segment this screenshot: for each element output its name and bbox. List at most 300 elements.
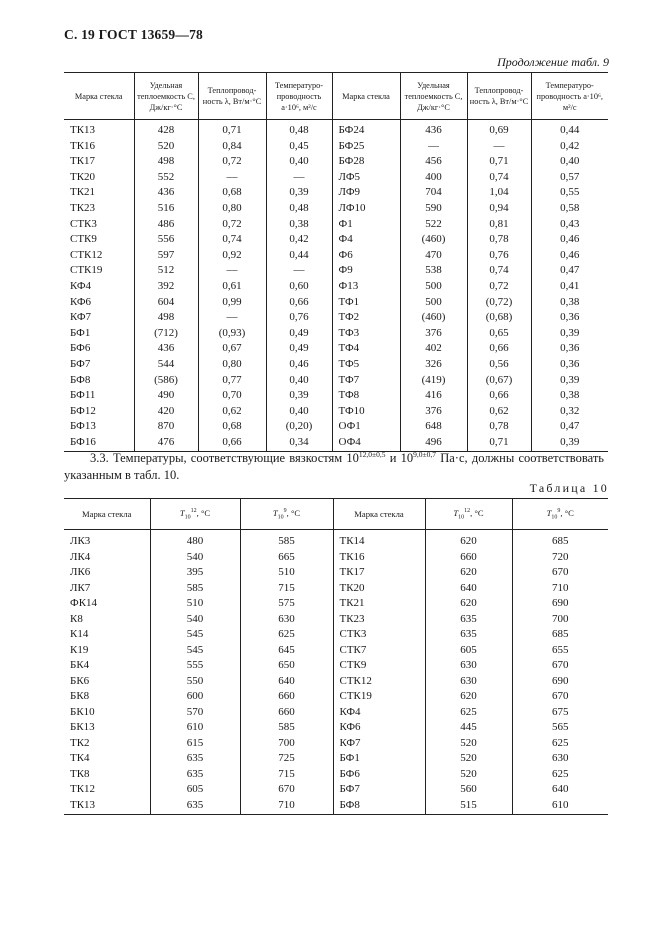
value-cell: 0,66 — [467, 341, 531, 357]
value-cell: 0,57 — [531, 170, 608, 186]
value-cell: 0,45 — [266, 139, 332, 155]
value-cell: 585 — [240, 720, 333, 736]
value-cell: 660 — [425, 550, 512, 566]
glass-mark-cell: ТК14 — [333, 530, 425, 550]
value-cell: 376 — [400, 326, 467, 342]
value-cell: 605 — [425, 643, 512, 659]
value-cell: 625 — [240, 627, 333, 643]
value-cell: 0,47 — [531, 263, 608, 279]
table-row — [64, 705, 608, 721]
glass-mark-cell: БФ7 — [70, 357, 91, 370]
value-cell: 0,74 — [467, 170, 531, 186]
table-row — [64, 627, 608, 643]
value-cell: 556 — [134, 232, 198, 248]
table-row — [64, 170, 608, 186]
value-cell: 540 — [150, 612, 240, 628]
table-continuation-label: Продолжение табл. 9 — [497, 55, 609, 69]
glass-mark-cell: БФ1 — [333, 751, 425, 767]
value-cell: 416 — [400, 388, 467, 404]
value-cell: 620 — [425, 530, 512, 550]
glass-mark-cell: БФ13 — [70, 420, 96, 433]
value-cell: 395 — [150, 565, 240, 581]
value-cell: (460) — [400, 310, 467, 326]
value-cell: 0,72 — [198, 154, 266, 170]
table-row — [64, 232, 608, 248]
value-cell: 544 — [134, 357, 198, 373]
value-cell: 0,40 — [266, 404, 332, 420]
value-cell: 710 — [240, 798, 333, 815]
value-cell: 0,84 — [198, 139, 266, 155]
glass-mark-cell: БК13 — [70, 721, 95, 733]
value-cell: 0,55 — [531, 185, 608, 201]
value-cell: 0,72 — [198, 217, 266, 233]
table-row — [64, 612, 608, 628]
table-9-header-row — [64, 73, 608, 120]
value-cell: 640 — [512, 782, 608, 798]
table-row — [64, 295, 608, 311]
table-row — [64, 388, 608, 404]
table-row — [64, 751, 608, 767]
value-cell: 0,71 — [467, 154, 531, 170]
value-cell: 560 — [425, 782, 512, 798]
value-cell: 0,58 — [531, 201, 608, 217]
glass-mark-cell: ТК21 — [333, 596, 425, 612]
table-10-header-row — [64, 499, 608, 530]
value-cell: 655 — [512, 643, 608, 659]
value-cell: — — [400, 139, 467, 155]
value-cell: 0,67 — [198, 341, 266, 357]
value-cell: 670 — [512, 689, 608, 705]
value-cell: 500 — [400, 295, 467, 311]
value-cell: 700 — [512, 612, 608, 628]
value-cell: 476 — [134, 435, 198, 452]
glass-mark-cell: ТФ1 — [332, 295, 400, 311]
value-cell: 645 — [240, 643, 333, 659]
value-cell: 516 — [134, 201, 198, 217]
value-cell: — — [266, 263, 332, 279]
value-cell: 0,68 — [198, 185, 266, 201]
value-cell: 685 — [512, 530, 608, 550]
value-cell: 0,76 — [467, 248, 531, 264]
value-cell: 0,42 — [266, 232, 332, 248]
value-cell: 0,62 — [198, 404, 266, 420]
t10-header-mark-2: Марка стекла — [333, 499, 425, 530]
glass-mark-cell: БФ11 — [70, 389, 96, 402]
table-row — [64, 736, 608, 752]
value-cell: 510 — [150, 596, 240, 612]
value-cell: 538 — [400, 263, 467, 279]
glass-mark-cell: ЛК4 — [70, 550, 91, 563]
value-cell: 0,44 — [531, 120, 608, 139]
value-cell: 675 — [512, 705, 608, 721]
value-cell: 552 — [134, 170, 198, 186]
glass-mark-cell: БК10 — [70, 705, 95, 718]
value-cell: 685 — [512, 627, 608, 643]
glass-mark-cell: ТФ5 — [332, 357, 400, 373]
value-cell: (419) — [400, 373, 467, 389]
glass-mark-cell: БФ12 — [70, 404, 96, 417]
value-cell: 670 — [512, 658, 608, 674]
value-cell: 0,66 — [467, 388, 531, 404]
value-cell: 326 — [400, 357, 467, 373]
table-row — [64, 373, 608, 389]
table-row — [64, 596, 608, 612]
value-cell: 0,38 — [266, 217, 332, 233]
value-cell: 436 — [134, 341, 198, 357]
value-cell: 0,40 — [266, 154, 332, 170]
value-cell: 522 — [400, 217, 467, 233]
glass-mark-cell: ТК21 — [70, 186, 96, 199]
value-cell: 650 — [240, 658, 333, 674]
glass-mark-cell: ТК17 — [333, 565, 425, 581]
value-cell: 660 — [240, 705, 333, 721]
value-cell: 498 — [134, 310, 198, 326]
value-cell: 670 — [240, 782, 333, 798]
value-cell: 640 — [425, 581, 512, 597]
glass-mark-cell: БК4 — [70, 659, 90, 671]
table-row — [64, 120, 608, 139]
value-cell: 0,39 — [531, 373, 608, 389]
table-row — [64, 357, 608, 373]
glass-mark-cell: БФ7 — [333, 782, 425, 798]
value-cell: (586) — [134, 373, 198, 389]
table-row — [64, 404, 608, 420]
glass-mark-cell: Ф6 — [332, 248, 400, 264]
glass-mark-cell: ТФ4 — [332, 341, 400, 357]
value-cell: 640 — [240, 674, 333, 690]
t9-header-conductivity: Теплопровод-ность λ, Вт/м·°С — [198, 73, 266, 120]
table-row — [64, 326, 608, 342]
table-row — [64, 279, 608, 295]
value-cell: 0,46 — [531, 248, 608, 264]
value-cell: 700 — [240, 736, 333, 752]
value-cell: 550 — [150, 674, 240, 690]
table-row — [64, 643, 608, 659]
value-cell: 376 — [400, 404, 467, 420]
table-row — [64, 530, 608, 550]
value-cell: 0,48 — [266, 120, 332, 139]
value-cell: 510 — [240, 565, 333, 581]
value-cell: 555 — [150, 658, 240, 674]
value-cell: 545 — [150, 627, 240, 643]
value-cell: 540 — [150, 550, 240, 566]
value-cell: 0,39 — [531, 435, 608, 452]
glass-mark-cell: ТК16 — [70, 139, 96, 152]
glass-mark-cell: СТК3 — [70, 217, 97, 230]
value-cell: 635 — [150, 798, 240, 815]
table-row — [64, 217, 608, 233]
value-cell: 520 — [425, 767, 512, 783]
value-cell: 0,65 — [467, 326, 531, 342]
value-cell: 0,38 — [531, 295, 608, 311]
table-row — [64, 782, 608, 798]
glass-mark-cell: ТК20 — [333, 581, 425, 597]
t9-header-diffusivity-2: Температуро-проводность a·10⁶, м²/с — [531, 73, 608, 120]
value-cell: (460) — [400, 232, 467, 248]
t9-header-mark: Марка стекла — [64, 73, 134, 120]
paragraph-text-2: и 10 — [385, 451, 414, 465]
glass-mark-cell: ТК17 — [70, 155, 96, 168]
value-cell: 0,39 — [531, 326, 608, 342]
table-10 — [64, 498, 608, 815]
value-cell: 445 — [425, 720, 512, 736]
value-cell: 0,36 — [531, 341, 608, 357]
value-cell: 0,68 — [198, 419, 266, 435]
glass-mark-cell: КФ7 — [70, 311, 92, 324]
value-cell: 870 — [134, 419, 198, 435]
glass-mark-cell: КФ4 — [333, 705, 425, 721]
table-row — [64, 550, 608, 566]
value-cell: 0,32 — [531, 404, 608, 420]
table-row — [64, 201, 608, 217]
glass-mark-cell: ФК14 — [70, 597, 98, 609]
value-cell: 0,80 — [198, 357, 266, 373]
table-row — [64, 185, 608, 201]
table-row — [64, 658, 608, 674]
value-cell: 0,66 — [266, 295, 332, 311]
value-cell: (0,68) — [467, 310, 531, 326]
value-cell: 0,74 — [467, 263, 531, 279]
glass-mark-cell: ТК8 — [70, 767, 90, 780]
value-cell: 0,71 — [198, 120, 266, 139]
value-cell: 0,36 — [531, 310, 608, 326]
table-row — [64, 154, 608, 170]
value-cell: 720 — [512, 550, 608, 566]
value-cell: 615 — [150, 736, 240, 752]
glass-mark-cell: БФ8 — [333, 798, 425, 815]
value-cell: — — [198, 263, 266, 279]
glass-mark-cell: ТК4 — [70, 752, 90, 764]
value-cell: 0,49 — [266, 341, 332, 357]
value-cell: — — [467, 139, 531, 155]
table-row — [64, 565, 608, 581]
glass-mark-cell: БК6 — [70, 674, 90, 687]
value-cell: 400 — [400, 170, 467, 186]
value-cell: 665 — [240, 550, 333, 566]
glass-mark-cell: БК8 — [70, 690, 90, 702]
value-cell: (712) — [134, 326, 198, 342]
glass-mark-cell: ТФ7 — [332, 373, 400, 389]
value-cell: 620 — [425, 689, 512, 705]
paragraph-text-3: Па·с, должны соответствовать указанным в табл. 10. — [64, 451, 604, 482]
glass-mark-cell: ТФ3 — [332, 326, 400, 342]
value-cell: 1,04 — [467, 185, 531, 201]
value-cell: 402 — [400, 341, 467, 357]
value-cell: 480 — [150, 530, 240, 550]
glass-mark-cell: Ф9 — [332, 263, 400, 279]
value-cell: (0,20) — [266, 419, 332, 435]
table-row — [64, 767, 608, 783]
value-cell: 625 — [512, 736, 608, 752]
t9-header-conductivity-2: Теплопровод-ность λ, Вт/м·°С — [467, 73, 531, 120]
value-cell: 620 — [425, 565, 512, 581]
t9-header-diffusivity: Температуро-проводность a·10⁶, м²/с — [266, 73, 332, 120]
value-cell: 670 — [512, 565, 608, 581]
value-cell: 0,34 — [266, 435, 332, 452]
value-cell: 512 — [134, 263, 198, 279]
glass-mark-cell: ЛК6 — [70, 566, 91, 578]
value-cell: 635 — [425, 627, 512, 643]
value-cell: 0,99 — [198, 295, 266, 311]
t9-header-mark-2: Марка стекла — [332, 73, 400, 120]
t9-header-heat-capacity-2: Удельная теплоемкость С, Дж/кг·°С — [400, 73, 467, 120]
value-cell: 630 — [512, 751, 608, 767]
glass-mark-cell: Ф1 — [332, 217, 400, 233]
value-cell: 0,48 — [266, 201, 332, 217]
value-cell: 648 — [400, 419, 467, 435]
table-row — [64, 341, 608, 357]
value-cell: 690 — [512, 674, 608, 690]
value-cell: 575 — [240, 596, 333, 612]
value-cell: 0,66 — [198, 435, 266, 452]
glass-mark-cell: КФ6 — [333, 720, 425, 736]
value-cell: — — [198, 170, 266, 186]
value-cell: 0,92 — [198, 248, 266, 264]
value-cell: 635 — [150, 751, 240, 767]
value-cell: 585 — [150, 581, 240, 597]
value-cell: 0,47 — [531, 419, 608, 435]
value-cell: 570 — [150, 705, 240, 721]
value-cell: 486 — [134, 217, 198, 233]
value-cell: 0,81 — [467, 217, 531, 233]
value-cell: 0,94 — [467, 201, 531, 217]
value-cell: 520 — [425, 751, 512, 767]
value-cell: 436 — [134, 185, 198, 201]
table-row — [64, 798, 608, 815]
page-header: С. 19 ГОСТ 13659—78 — [64, 27, 203, 42]
value-cell: 0,39 — [266, 185, 332, 201]
value-cell: 715 — [240, 581, 333, 597]
value-cell: 0,80 — [198, 201, 266, 217]
value-cell: 610 — [150, 720, 240, 736]
value-cell: 0,46 — [266, 357, 332, 373]
value-cell: 0,42 — [531, 139, 608, 155]
glass-mark-cell: СТК19 — [70, 264, 103, 277]
value-cell: 0,43 — [531, 217, 608, 233]
t10-header-t9-2: $T_{10}^9$, °С — [512, 499, 608, 530]
value-cell: 0,69 — [467, 120, 531, 139]
glass-mark-cell: ТК12 — [70, 783, 96, 795]
table-row — [64, 139, 608, 155]
glass-mark-cell: БФ8 — [70, 373, 91, 386]
value-cell: 610 — [512, 798, 608, 815]
glass-mark-cell: ТК2 — [70, 736, 90, 749]
glass-mark-cell: ЛФ9 — [332, 185, 400, 201]
value-cell: 630 — [240, 612, 333, 628]
glass-mark-cell: БФ1 — [70, 326, 91, 339]
glass-mark-cell: К14 — [70, 628, 89, 640]
value-cell: 0,46 — [531, 232, 608, 248]
value-cell: 0,40 — [266, 373, 332, 389]
glass-mark-cell: БФ28 — [332, 154, 400, 170]
glass-mark-cell: ТФ8 — [332, 388, 400, 404]
value-cell: 704 — [400, 185, 467, 201]
value-cell: 715 — [240, 767, 333, 783]
glass-mark-cell: ТК23 — [70, 201, 96, 214]
value-cell: 597 — [134, 248, 198, 264]
value-cell: 635 — [150, 767, 240, 783]
value-cell: 690 — [512, 596, 608, 612]
glass-mark-cell: КФ6 — [70, 295, 92, 308]
table-row — [64, 581, 608, 597]
value-cell: 0,61 — [198, 279, 266, 295]
glass-mark-cell: ОФ1 — [332, 419, 400, 435]
value-cell: 496 — [400, 435, 467, 452]
value-cell: 0,76 — [266, 310, 332, 326]
table-row — [64, 674, 608, 690]
glass-mark-cell: К8 — [70, 612, 83, 625]
value-cell: 0,41 — [531, 279, 608, 295]
value-cell: 604 — [134, 295, 198, 311]
glass-mark-cell: ТК20 — [70, 170, 96, 183]
value-cell: 725 — [240, 751, 333, 767]
paragraph-3-3 — [64, 450, 604, 484]
value-cell: 470 — [400, 248, 467, 264]
glass-mark-cell: СТК9 — [333, 658, 425, 674]
value-cell: 600 — [150, 689, 240, 705]
value-cell: 0,78 — [467, 419, 531, 435]
value-cell: 630 — [425, 658, 512, 674]
value-cell: 660 — [240, 689, 333, 705]
glass-mark-cell: БФ24 — [332, 120, 400, 139]
value-cell: 515 — [425, 798, 512, 815]
value-cell: 0,62 — [467, 404, 531, 420]
value-cell: 420 — [134, 404, 198, 420]
glass-mark-cell: ТК23 — [333, 612, 425, 628]
glass-mark-cell: ЛФ10 — [332, 201, 400, 217]
glass-mark-cell: Ф13 — [332, 279, 400, 295]
table-10-caption: Таблица 10 — [529, 481, 609, 495]
glass-mark-cell: ТК16 — [333, 550, 425, 566]
table-row — [64, 310, 608, 326]
glass-mark-cell: СТК19 — [333, 689, 425, 705]
value-cell: 0,39 — [266, 388, 332, 404]
t10-header-t12-2: $T_{10}^{12}$, °С — [425, 499, 512, 530]
value-cell: 428 — [134, 120, 198, 139]
paragraph-text-1: 3.3. Температуры, соответствующие вязкостям 10 — [90, 451, 359, 465]
glass-mark-cell: СТК3 — [333, 627, 425, 643]
value-cell: 0,78 — [467, 232, 531, 248]
t10-header-t12: $T_{10}^{12}$, °С — [150, 499, 240, 530]
value-cell: 635 — [425, 612, 512, 628]
glass-mark-cell: ЛК3 — [70, 535, 91, 547]
paragraph-exponent-2: 9,0±0,7 — [413, 450, 437, 459]
value-cell: (0,72) — [467, 295, 531, 311]
value-cell: 565 — [512, 720, 608, 736]
value-cell: 520 — [134, 139, 198, 155]
table-row — [64, 263, 608, 279]
value-cell: 498 — [134, 154, 198, 170]
value-cell: 620 — [425, 596, 512, 612]
glass-mark-cell: Ф4 — [332, 232, 400, 248]
glass-mark-cell: ЛК7 — [70, 581, 91, 594]
value-cell: 625 — [425, 705, 512, 721]
glass-mark-cell: ТК13 — [64, 798, 150, 815]
table-row — [64, 248, 608, 264]
t10-header-t9: $T_{10}^9$, °С — [240, 499, 333, 530]
value-cell: 0,56 — [467, 357, 531, 373]
value-cell: 625 — [512, 767, 608, 783]
value-cell: — — [198, 310, 266, 326]
glass-mark-cell: СТК12 — [333, 674, 425, 690]
value-cell: (0,93) — [198, 326, 266, 342]
glass-mark-cell: ЛФ5 — [332, 170, 400, 186]
glass-mark-cell: К19 — [70, 643, 89, 656]
value-cell: 545 — [150, 643, 240, 659]
table-row — [64, 720, 608, 736]
value-cell: 520 — [425, 736, 512, 752]
table-row — [64, 689, 608, 705]
